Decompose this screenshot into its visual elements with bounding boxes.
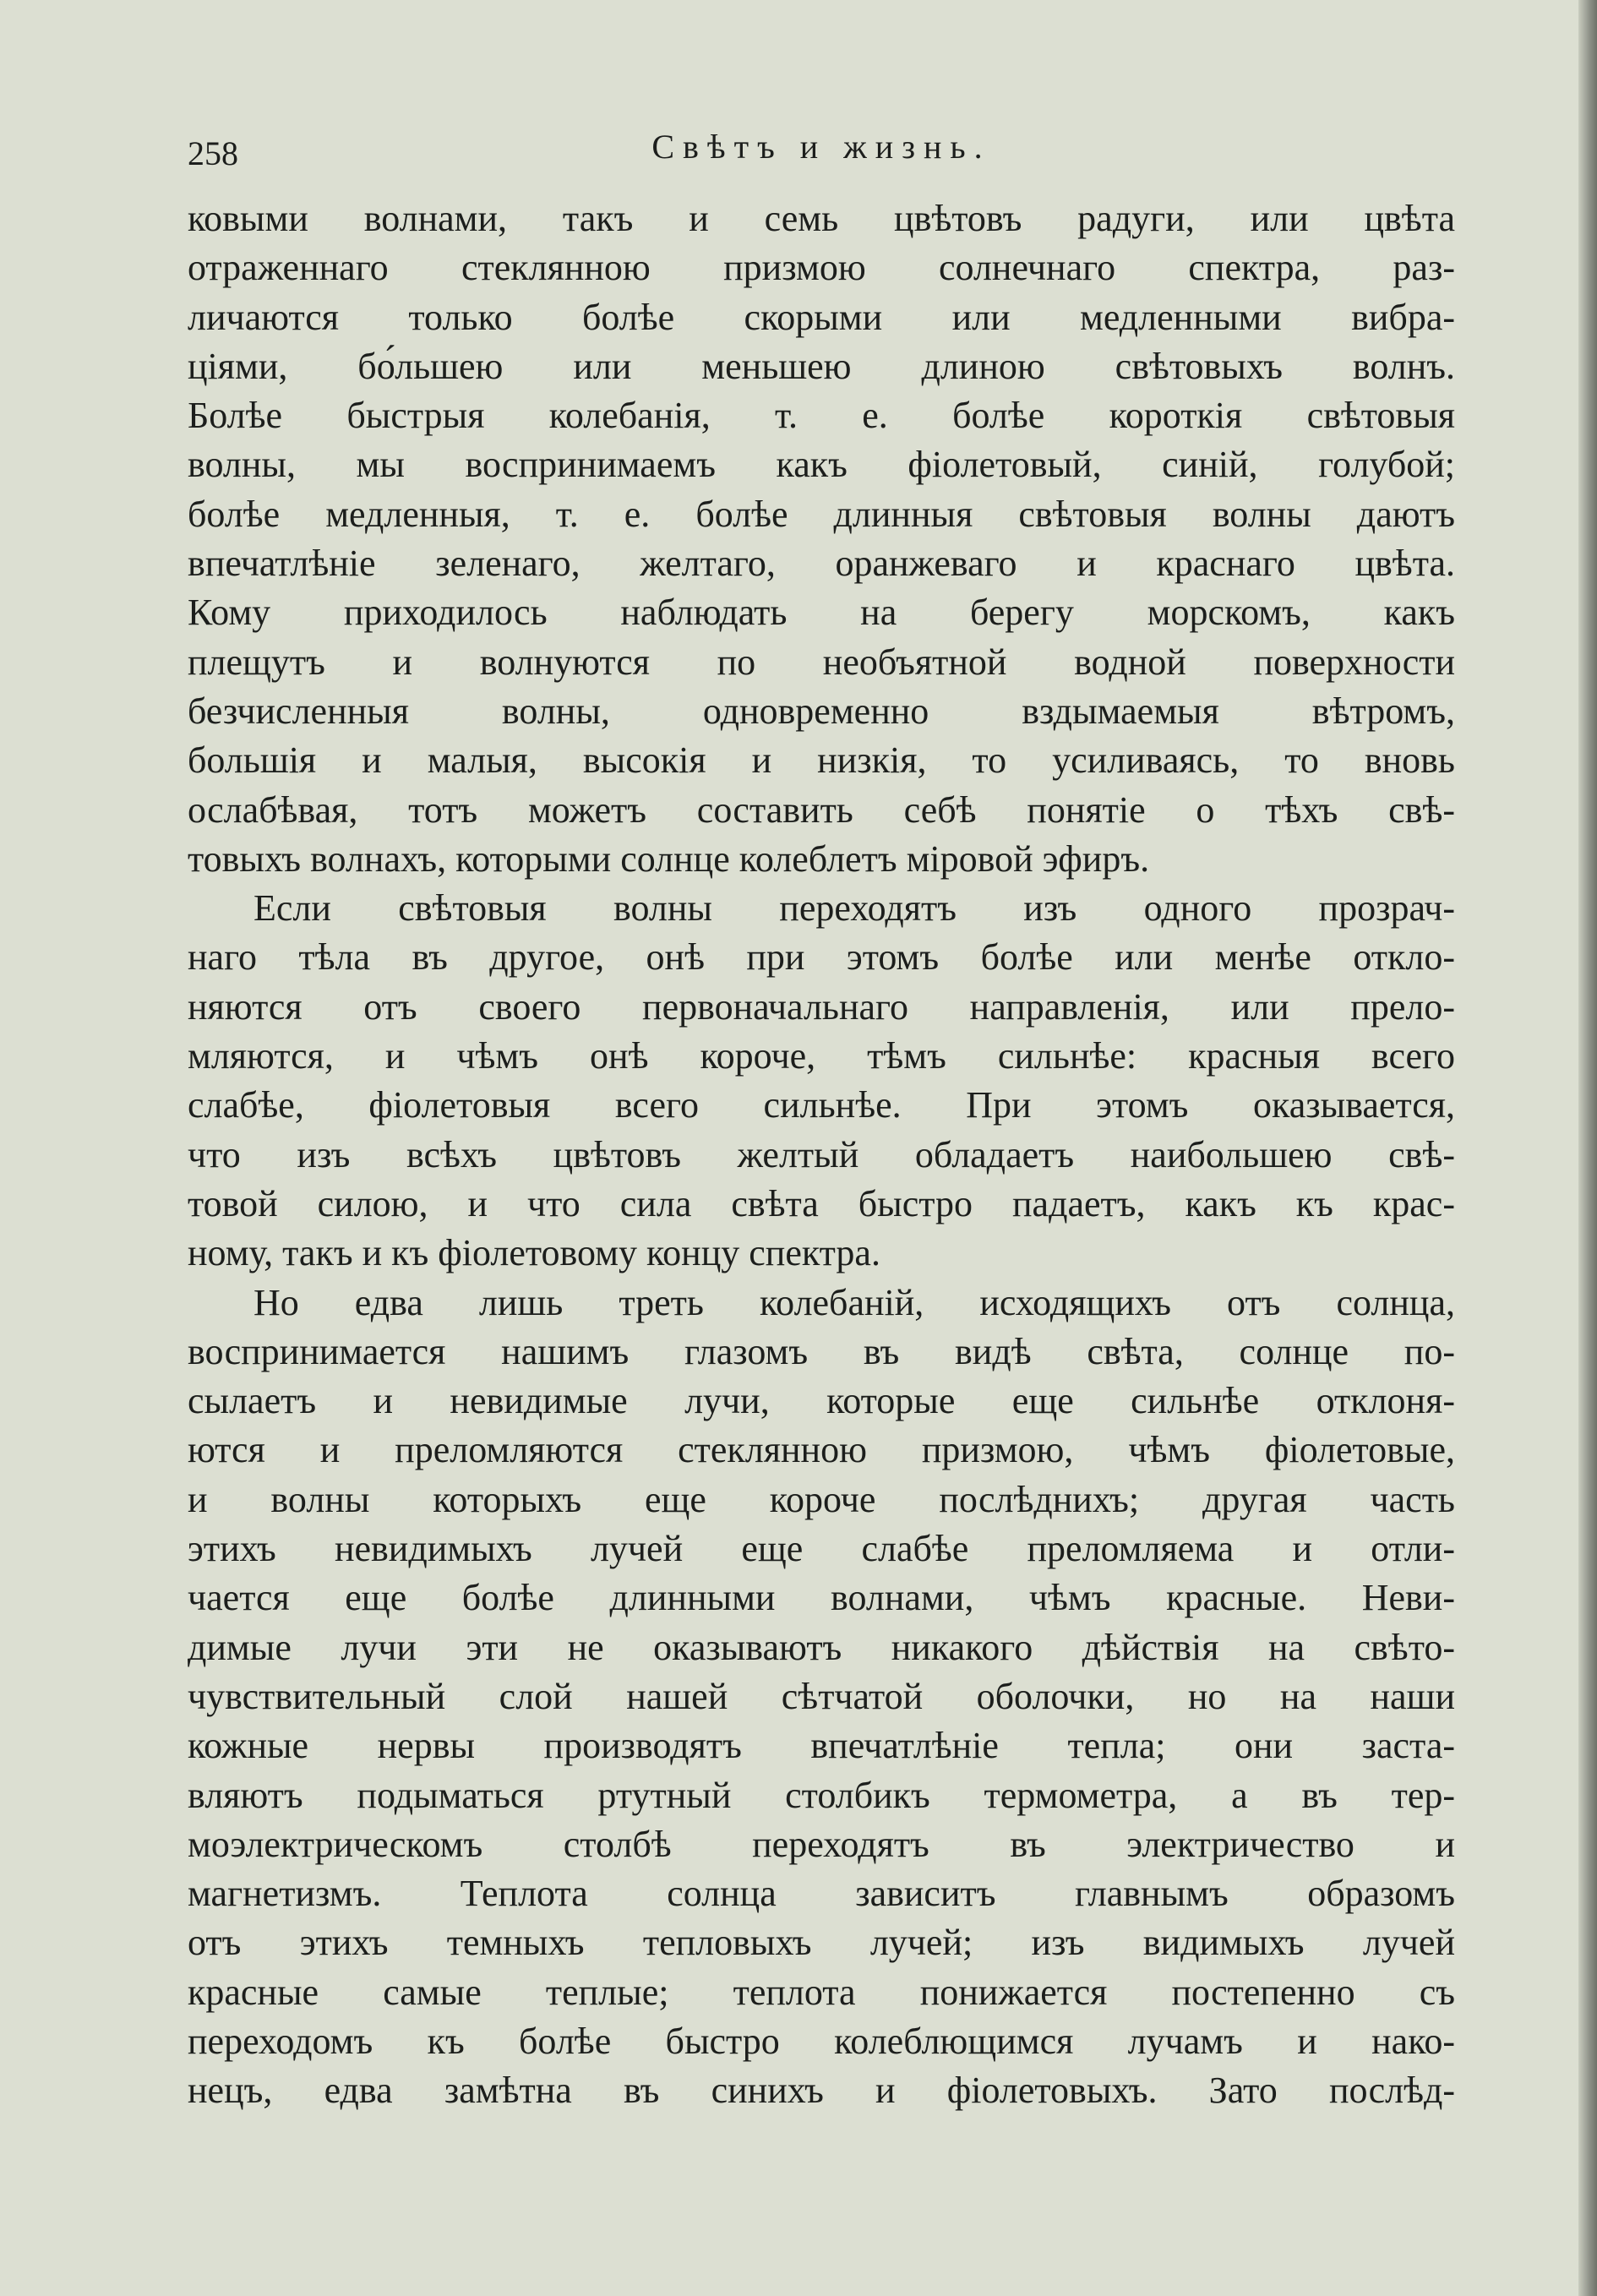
text-line: товыхъ волнахъ, которыми солнце колеблетъ міровой эфиръ. [188, 837, 1150, 880]
text-line: ковыми волнами, такъ и семь цвѣтовъ радуги, или цвѣта [188, 198, 1455, 239]
text-line: плещутъ и волнуются по необъятной водной поверхности [188, 641, 1455, 683]
text-line: магнетизмъ. Теплота солнца зависитъ главнымъ образомъ [188, 1873, 1455, 1915]
page-number: 258 [188, 134, 238, 172]
text-line: ются и преломляются стеклянною призмою, чѣмъ фіолетовые, [188, 1429, 1455, 1471]
text-line: безчисленныя волны, одновременно вздымаемыя вѣтромъ, [188, 690, 1455, 732]
text-line: мляются, и чѣмъ онѣ короче, тѣмъ сильнѣе: красныя всего [188, 1035, 1455, 1077]
text-line: что изъ всѣхъ цвѣтовъ желтый обладаетъ наибольшею свѣ- [188, 1133, 1455, 1175]
text-line: моэлектрическомъ столбѣ переходятъ въ электричество и [188, 1823, 1455, 1865]
running-title: Свѣтъ и жизнь. [651, 128, 991, 166]
text-line: Но едва лишь треть колебаній, исходящихъ отъ солнца, [253, 1281, 1455, 1323]
body-text [188, 194, 1455, 2116]
text-line: Болѣе быстрыя колебанія, т. е. болѣе короткія свѣтовыя [188, 395, 1455, 437]
text-line: личаются только болѣе скорыми или медленными вибра- [188, 296, 1455, 338]
text-line: Если свѣтовыя волны переходятъ изъ одного прозрач- [253, 887, 1455, 930]
text-line: чается еще болѣе длинными волнами, чѣмъ красные. Неви- [188, 1577, 1455, 1619]
text-line: ціями, бо́льшею или меньшею длиною свѣтовыхъ волнъ. [188, 345, 1455, 387]
paragraph [188, 884, 1455, 1278]
text-line: и волны которыхъ еще короче послѣднихъ; другая часть [188, 1478, 1455, 1520]
text-line: слабѣе, фіолетовыя всего сильнѣе. При этомъ оказывается, [188, 1084, 1455, 1126]
text-line: товой силою, и что сила свѣта быстро падаетъ, какъ къ крас- [188, 1182, 1455, 1224]
text-line: ному, такъ и къ фіолетовому концу спектра. [188, 1232, 880, 1274]
running-head [188, 127, 1455, 186]
text-line: нецъ, едва замѣтна въ синихъ и фіолетовыхъ. Зато послѣд- [188, 2070, 1455, 2112]
book-page [188, 127, 1455, 2116]
text-line: болѣе медленныя, т. е. болѣе длинныя свѣтовыя волны даютъ [188, 493, 1455, 535]
text-line: переходомъ къ болѣе быстро колеблющимся лучамъ и нако- [188, 2020, 1455, 2062]
text-line: вляютъ подыматься ртутный столбикъ термометра, а въ тер- [188, 1774, 1455, 1816]
text-line: большія и малыя, высокія и низкія, то усиливаясь, то вновь [188, 739, 1455, 782]
text-line: волны, мы воспринимаемъ какъ фіолетовый, синій, голубой; [188, 444, 1455, 486]
text-line: кожные нервы производятъ впечатлѣніе тепла; они заста- [188, 1725, 1455, 1767]
text-line: этихъ невидимыхъ лучей еще слабѣе преломляема и отли- [188, 1528, 1455, 1570]
text-line: ослабѣвая, тотъ можетъ составить себѣ понятіе о тѣхъ свѣ- [188, 788, 1455, 831]
page-edge-shadow [1578, 0, 1597, 2296]
text-line: няются отъ своего первоначальнаго направленія, или прело- [188, 985, 1455, 1028]
paragraph [188, 1279, 1455, 2116]
text-line: наго тѣла въ другое, онѣ при этомъ болѣе или менѣе откло- [188, 936, 1455, 979]
text-line: красные самые теплые; теплота понижается постепенно съ [188, 1971, 1455, 2013]
text-line: чувствительный слой нашей сѣтчатой оболочки, но на наши [188, 1675, 1455, 1717]
text-line: Кому приходилось наблюдать на берегу морскомъ, какъ [188, 592, 1455, 634]
text-line: димые лучи эти не оказываютъ никакого дѣйствія на свѣто- [188, 1626, 1455, 1668]
text-line: отраженнаго стеклянною призмою солнечнаго спектра, раз- [188, 247, 1455, 289]
text-line: сылаетъ и невидимые лучи, которые еще сильнѣе отклоня- [188, 1380, 1455, 1422]
text-line: отъ этихъ темныхъ тепловыхъ лучей; изъ видимыхъ лучей [188, 1922, 1455, 1964]
text-line: впечатлѣніе зеленаго, желтаго, оранжеваго и краснаго цвѣта. [188, 543, 1455, 585]
text-line: воспринимается нашимъ глазомъ въ видѣ свѣта, солнце по- [188, 1330, 1455, 1372]
paragraph [188, 194, 1455, 884]
